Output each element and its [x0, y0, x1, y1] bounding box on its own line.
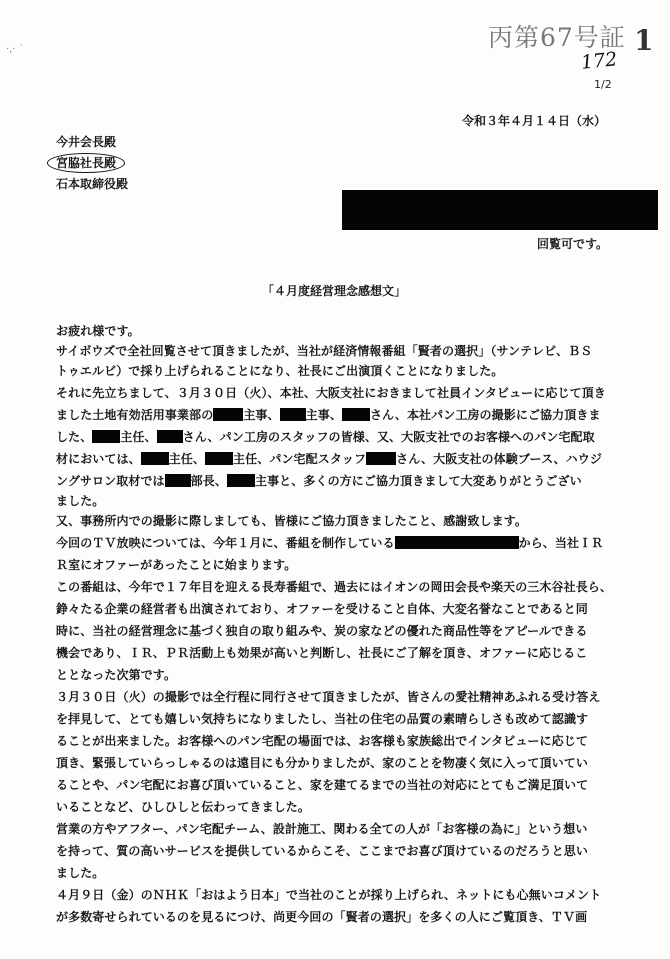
body-text: 主任、 [120, 430, 157, 444]
body-text: した、 [56, 430, 93, 444]
handwritten-number: 172 [579, 48, 619, 74]
redaction-name [342, 408, 370, 421]
addressee-chairman: 今井会長殿 [56, 135, 117, 149]
letter-date: 令和３年４月１４日（水） [462, 114, 607, 128]
redaction-name [205, 452, 233, 465]
body-line [56, 534, 603, 551]
document-title: 「４月度経営理念感想文」 [262, 284, 407, 298]
body-line: サイボウズで全社回覧させて頂きましたが、当社が経済情報番組「賢者の選択」（サンテレビ、ＢＳ [56, 344, 593, 358]
body-text: 主事、 [243, 408, 280, 422]
exhibit-stamp: 丙第67号証 [488, 23, 626, 52]
redaction-name [165, 474, 191, 487]
redaction-name [92, 430, 120, 443]
body-text: 材においては、 [56, 452, 141, 466]
body-line: ることや、パン宅配にお喜び頂いていること、家を建てるまでの当社の対応にとてもご満足頂いて [56, 778, 589, 792]
body-line: を拝見して、とても嬉しい気持ちになりましたし、当社の住宅の品質の素晴らしさも改めて認識す [56, 712, 589, 726]
body-line: 又、事務所内での撮影に際しましても、皆様にご協力頂きましたこと、感謝致します。 [56, 514, 527, 528]
redaction-name [280, 408, 306, 421]
body-line: 機会であり、ＩＲ、ＰＲ活動上も効果が高いと判断し、社長にご了解を頂き、オファーに応じるこ [56, 646, 588, 660]
body-line: ４月９日（金）のＮＨＫ「おはよう日本」で当社のことが採り上げられ、ネットにも心無いコメント [56, 888, 602, 902]
body-text: 部長、 [190, 474, 227, 488]
body-line: いることなど、ひしひしと伝わってきました。 [56, 800, 310, 814]
body-line: 営業の方やアフター、パン宅配チーム、設計施工、関わる全ての人が「お客様の為に」という想い [56, 822, 588, 836]
redaction-name [141, 452, 169, 465]
addressee-director: 石本取締役殿 [56, 177, 129, 191]
body-line: トゥエルビ）で採り上げられることになり、社長にご出演頂くことになりました。 [56, 364, 504, 378]
exhibit-stamp-mark: 1 [634, 24, 654, 57]
body-line: ３月３０日（火）の撮影では全行程に同行させて頂きましたが、皆さんの愛社精神あふれる受け答え [56, 690, 601, 704]
body-text: ました土地有効活用事業部の [56, 408, 214, 422]
body-line: ました。 [56, 494, 105, 508]
body-line [56, 450, 602, 467]
redaction-name [213, 408, 243, 421]
redaction-name [227, 474, 255, 487]
body-line: Ｒ室にオファーがあったことに始まります。 [56, 558, 297, 572]
body-line: ました。 [56, 866, 105, 880]
body-line: 頂き、緊張していらっしゃるのは遠目にも分かりましたが、家のことを物凄く気に入って頂いてい [56, 756, 588, 770]
redaction-producer [395, 536, 519, 549]
body-line: それに先立ちまして、３月３０日（火）、本社、大阪支社におきまして社員インタビューに応じて頂き [56, 386, 606, 400]
body-text: ングサロン取材では [56, 474, 165, 488]
scan-specks: ·,· ˙ [6, 44, 24, 55]
body-text: さん、大阪支社の体験ブース、ハウジ [396, 452, 602, 466]
body-text: 主事、 [305, 408, 342, 422]
body-text: さん、パン工房のスタッフの皆様、又、大阪支社でのお客様へのパン宅配取 [182, 430, 595, 444]
body-line [56, 472, 582, 489]
body-text: さん、本社パン工房の撮影にご協力頂きま [369, 408, 601, 422]
addressee-list [56, 132, 128, 195]
body-text: 主任、パン宅配スタッフ [233, 452, 367, 466]
addressee-president-circled: 宮脇社長殿 [47, 153, 125, 173]
body-text: 主任、 [168, 452, 206, 466]
body-line: 時に、当社の経営理念に基づく独自の取り組みや、炭の家などの優れた商品性等をアピールできる [56, 624, 588, 638]
body-line: が多数寄せられているのを見るにつけ、尚更今回の「賢者の選択」を多くの人にご覧頂き、ＴＶ画 [56, 910, 588, 924]
body-line [56, 428, 595, 445]
redaction-name [366, 452, 396, 465]
body-line: ることが出来ました。お客様へのパン宅配の場面では、お客様も家族総出でインタビューに応じて [56, 734, 588, 748]
body-line: この番組は、今年で１７年目を迎える長寿番組で、過去にはイオンの岡田会長や楽天の三木谷社長ら、 [56, 580, 613, 594]
redaction-block-header [342, 190, 658, 230]
body-line: ととなった次第です。 [56, 668, 177, 682]
body-text: から、当社ＩＲ [518, 536, 604, 550]
page-number: 1/2 [594, 78, 612, 91]
body-text: 今回のＴＶ放映については、今年１月に、番組を制作している [56, 536, 395, 550]
body-line: 錚々たる企業の経営者も出演されており、オファーを受けること自体、大変名誉なことであると同 [56, 602, 588, 616]
body-line: お疲れ様です。 [56, 324, 140, 338]
redaction-name [157, 430, 183, 443]
approval-note: 回覧可です。 [537, 237, 609, 251]
body-line [56, 406, 601, 423]
body-line: を持って、質の高いサービスを提供しているからこそ、ここまでお喜び頂けているのだろうと思い [56, 844, 588, 858]
body-text: 主事と、多くの方にご協力頂きまして大変ありがとうござい [254, 474, 582, 488]
